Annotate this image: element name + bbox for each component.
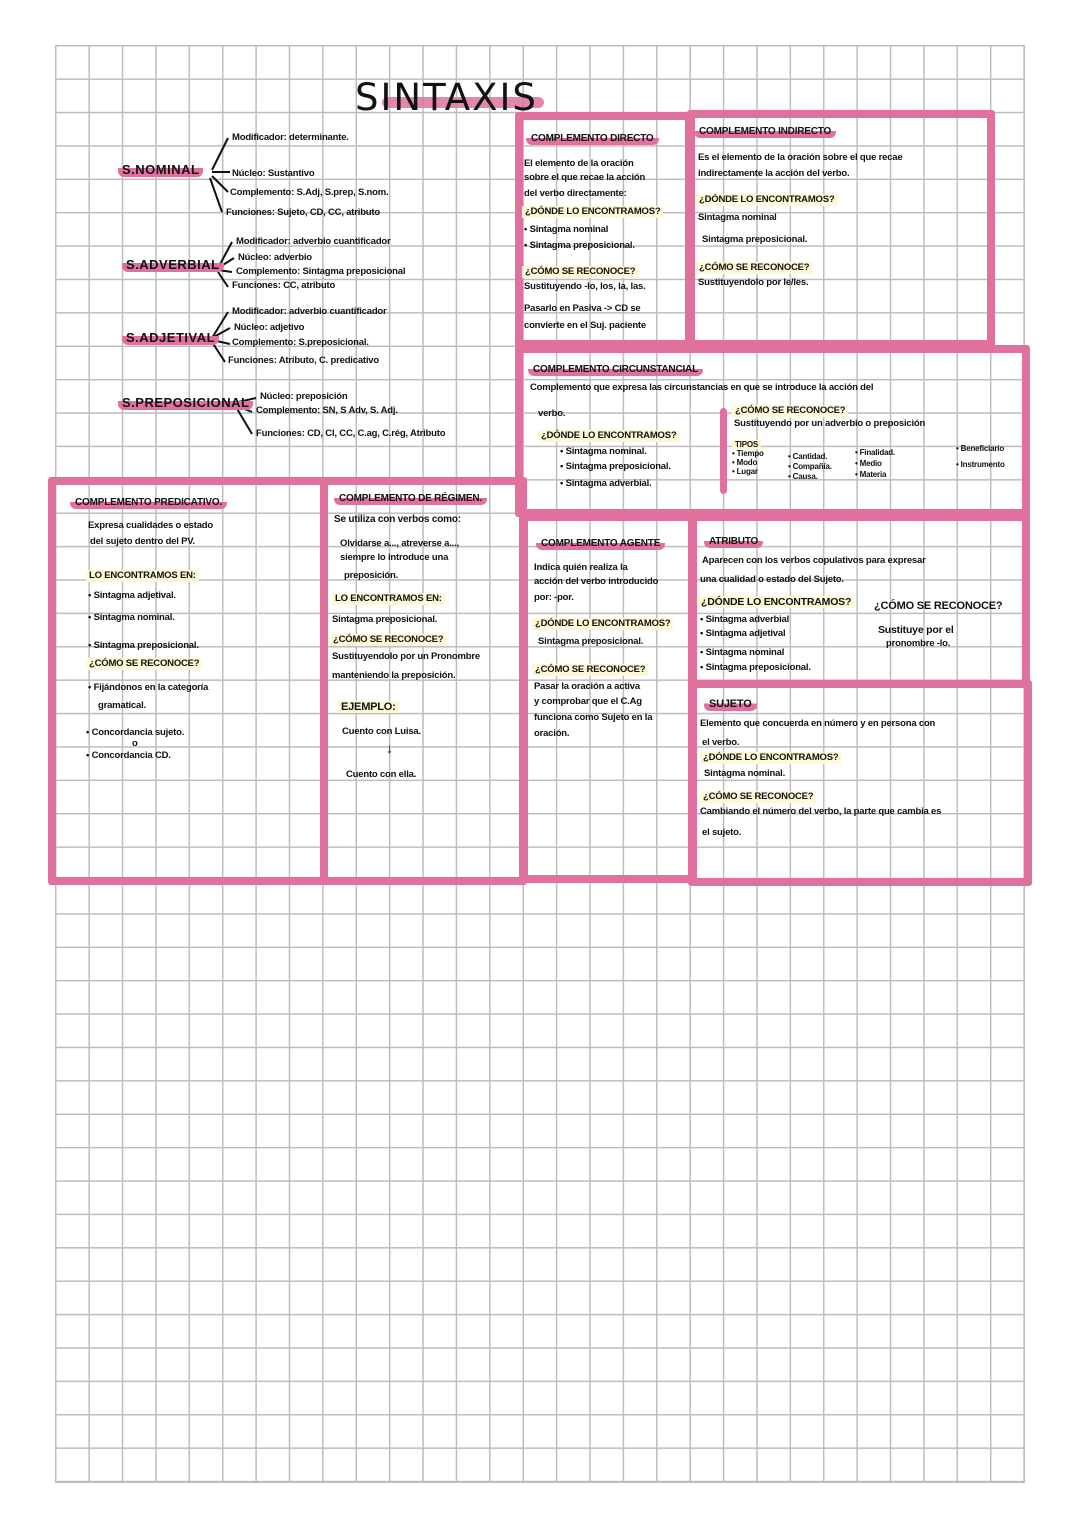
creg-example-label: EJEMPLO:: [338, 701, 399, 713]
creg-verbs: Olvidarse a..., atreverse a...,: [340, 538, 459, 549]
s-adjetival-item: Modificador: adverbio cuantificador: [232, 306, 387, 317]
creg-answer: Sintagma preposicional.: [332, 614, 438, 625]
cc-tipo: • Beneficiario: [956, 444, 1005, 453]
sujeto-answer: Sintagma nominal.: [704, 768, 786, 779]
cc-answer: Sustituyendo por un adverbio o preposición: [734, 418, 926, 429]
cc-tipo: • Tiempo: [732, 449, 764, 458]
cc-desc: verbo.: [538, 408, 566, 419]
sujeto-desc: Elemento que concuerda en número y en persona con: [700, 718, 936, 729]
atributo-answer: pronombre -lo.: [886, 638, 951, 649]
label-s-preposicional: S.PREPOSICIONAL: [118, 395, 253, 410]
atributo-answer: • Sintagma adverbial: [700, 614, 790, 625]
cd-answer: • Sintagma preposicional.: [524, 240, 635, 251]
cc-tipo: • Causa.: [788, 472, 818, 481]
cpred-answer: • Sintagma adjetival.: [88, 590, 176, 601]
s-nominal-item: Complemento: S.Adj, S.prep, S.nom.: [230, 187, 389, 198]
cc-tipo: • Modo: [732, 458, 758, 467]
atributo-desc: una cualidad o estado del Sujeto.: [700, 574, 844, 585]
atributo-answer: • Sintagma nominal: [700, 647, 785, 658]
creg-example: Cuento con ella.: [346, 769, 417, 780]
s-nominal-item: Núcleo: Sustantivo: [232, 168, 315, 179]
s-nominal-item: Modificador: determinante.: [232, 132, 349, 143]
cag-answer: y comprobar que el C.Ag: [534, 696, 642, 707]
cc-tipo: • Cantidad.: [788, 452, 828, 461]
cd-title: COMPLEMENTO DIRECTO: [526, 132, 659, 145]
sujeto-question-donde: ¿DÓNDE LO ENCONTRAMOS?: [700, 752, 841, 764]
cd-question-como: ¿CÓMO SE RECONOCE?: [522, 266, 638, 278]
s-preposicional-item: Funciones: CD, CI, CC, C.ag, C.rég, Atributo: [256, 428, 446, 439]
cc-tipo: • Lugar: [732, 467, 758, 476]
s-adjetival-item: Funciones: Atributo, C. predicativo: [228, 355, 379, 366]
cc-answer: • Sintagma preposicional.: [560, 461, 671, 472]
cd-desc: El elemento de la oración: [524, 158, 634, 169]
creg-question-como: ¿CÓMO SE RECONOCE?: [330, 634, 446, 646]
cag-title: COMPLEMENTO AGENTE: [536, 537, 665, 550]
cc-tipo: • Finalidad.: [855, 448, 895, 457]
cc-tipo: • Compañía.: [788, 462, 832, 471]
sujeto-question-como: ¿CÓMO SE RECONOCE?: [700, 791, 816, 803]
creg-answer: manteniendo la preposición.: [332, 670, 456, 681]
creg-example: Cuento con Luisa.: [342, 726, 421, 737]
sujeto-title: SUJETO: [704, 697, 757, 711]
cd-answer: • Sintagma nominal: [524, 224, 609, 235]
cag-desc: Indica quién realiza la: [534, 562, 628, 573]
cpred-question-donde: LO ENCONTRAMOS EN:: [86, 570, 199, 582]
s-preposicional-item: Complemento: SN, S Adv, S. Adj.: [256, 405, 398, 416]
creg-answer: Sustituyendolo por un Pronombre: [332, 651, 480, 662]
s-adverbial-item: Núcleo: adverbio: [238, 252, 312, 263]
cag-answer: Sintagma preposicional.: [538, 636, 644, 647]
s-nominal-item: Funciones: Sujeto, CD, CC, atributo: [226, 207, 380, 218]
creg-verbs: preposición.: [344, 570, 399, 581]
cc-tipo: • Materia: [855, 470, 887, 479]
cd-question-donde: ¿DÓNDE LO ENCONTRAMOS?: [522, 206, 663, 218]
atributo-question-donde: ¿DÓNDE LO ENCONTRAMOS?: [698, 596, 854, 608]
cag-desc: acción del verbo introducido: [534, 576, 659, 587]
cc-question-como: ¿CÓMO SE RECONOCE?: [732, 405, 848, 417]
s-adverbial-item: Modificador: adverbio cuantificador: [236, 236, 391, 247]
label-s-adverbial: S.ADVERBIAL: [122, 257, 224, 272]
cpred-answer: • Fijándonos en la categoría: [88, 682, 209, 693]
cag-answer: oración.: [534, 728, 570, 739]
cc-tipos-label: TIPOS: [732, 440, 761, 449]
cpred-desc: del sujeto dentro del PV.: [90, 536, 195, 547]
cpred-desc: Expresa cualidades o estado: [88, 520, 214, 531]
s-adverbial-item: Complemento: Sintagma preposicional: [236, 266, 406, 277]
cd-answer: convierte en el Suj. paciente: [524, 320, 646, 331]
atributo-question-como: ¿CÓMO SE RECONOCE?: [874, 600, 1003, 612]
cc-tipo: • Medio: [855, 459, 882, 468]
cpred-answer: • Concordancia sujeto.: [86, 727, 185, 738]
cpred-answer: gramatical.: [98, 700, 146, 711]
ci-title: COMPLEMENTO INDIRECTO: [694, 125, 836, 138]
ci-question-como: ¿CÓMO SE RECONOCE?: [696, 262, 812, 274]
cc-desc: Complemento que expresa las circunstancias en que se introduce la acción del: [530, 382, 874, 393]
atributo-answer: • Sintagma preposicional.: [700, 662, 811, 673]
ci-answer: Sintagma nominal: [698, 212, 777, 223]
cag-answer: Pasar la oración a activa: [534, 681, 640, 692]
ci-desc: Es el elemento de la oración sobre el que recae: [698, 152, 903, 163]
page-title: SINTAXIS: [355, 76, 538, 119]
cpred-title: COMPLEMENTO PREDICATIVO.: [70, 496, 227, 509]
s-adverbial-item: Funciones: CC, atributo: [232, 280, 336, 291]
cd-answer: Pasarlo en Pasiva -> CD se: [524, 303, 641, 314]
cpred-question-como: ¿CÓMO SE RECONOCE?: [86, 658, 202, 670]
cd-desc: sobre el que recae la acción: [524, 172, 646, 183]
cpred-answer: o: [132, 738, 138, 749]
ci-answer: Sustituyendolo por le/les.: [698, 277, 809, 288]
sujeto-answer: Cambiando el número del verbo, la parte que cambia es: [700, 806, 942, 817]
s-adjetival-item: Complemento: S.preposicional.: [232, 337, 369, 348]
ci-question-donde: ¿DÓNDE LO ENCONTRAMOS?: [696, 194, 837, 206]
ci-desc: indirectamente la acción del verbo.: [698, 168, 850, 179]
cag-answer: funciona como Sujeto en la: [534, 712, 653, 723]
creg-desc: Se utiliza con verbos como:: [334, 514, 461, 525]
cc-divider: [720, 408, 727, 494]
atributo-title: ATRIBUTO: [704, 535, 763, 548]
arrow-down-icon: ↓: [386, 740, 393, 756]
cc-answer: • Sintagma adverbial.: [560, 478, 652, 489]
s-adjetival-item: Núcleo: adjetivo: [234, 322, 305, 333]
cpred-answer: • Sintagma preposicional.: [88, 640, 199, 651]
cc-title: COMPLEMENTO CIRCUNSTANCIAL: [528, 363, 703, 376]
cpred-answer: • Concordancia CD.: [86, 750, 171, 761]
sujeto-desc: el verbo.: [702, 737, 740, 748]
cag-desc: por: -por.: [534, 592, 574, 603]
cd-desc: del verbo directamente:: [524, 188, 627, 199]
creg-question-donde: LO ENCONTRAMOS EN:: [332, 593, 445, 605]
cc-answer: • Sintagma nominal.: [560, 446, 647, 457]
creg-title: COMPLEMENTO DE RÉGIMEN.: [334, 492, 487, 505]
label-s-adjetival: S.ADJETIVAL: [122, 330, 219, 345]
atributo-desc: Aparecen con los verbos copulativos para expresar: [702, 555, 926, 566]
ci-answer: Sintagma preposicional.: [702, 234, 808, 245]
atributo-answer: Sustituye por el: [878, 624, 954, 636]
cd-answer: Sustituyendo -lo, los, la, las.: [524, 281, 646, 292]
cpred-answer: • Sintagma nominal.: [88, 612, 175, 623]
cc-tipo: • Instrumento: [956, 460, 1005, 469]
cag-question-donde: ¿DÓNDE LO ENCONTRAMOS?: [532, 618, 673, 630]
s-preposicional-item: Núcleo: preposición: [260, 391, 348, 402]
atributo-answer: • Sintagma adjetival: [700, 628, 786, 639]
sujeto-answer: el sujeto.: [702, 827, 742, 838]
creg-verbs: siempre lo introduce una: [340, 552, 449, 563]
label-s-nominal: S.NOMINAL: [118, 162, 203, 177]
cag-question-como: ¿CÓMO SE RECONOCE?: [532, 664, 648, 676]
cc-question-donde: ¿DÓNDE LO ENCONTRAMOS?: [538, 430, 679, 442]
